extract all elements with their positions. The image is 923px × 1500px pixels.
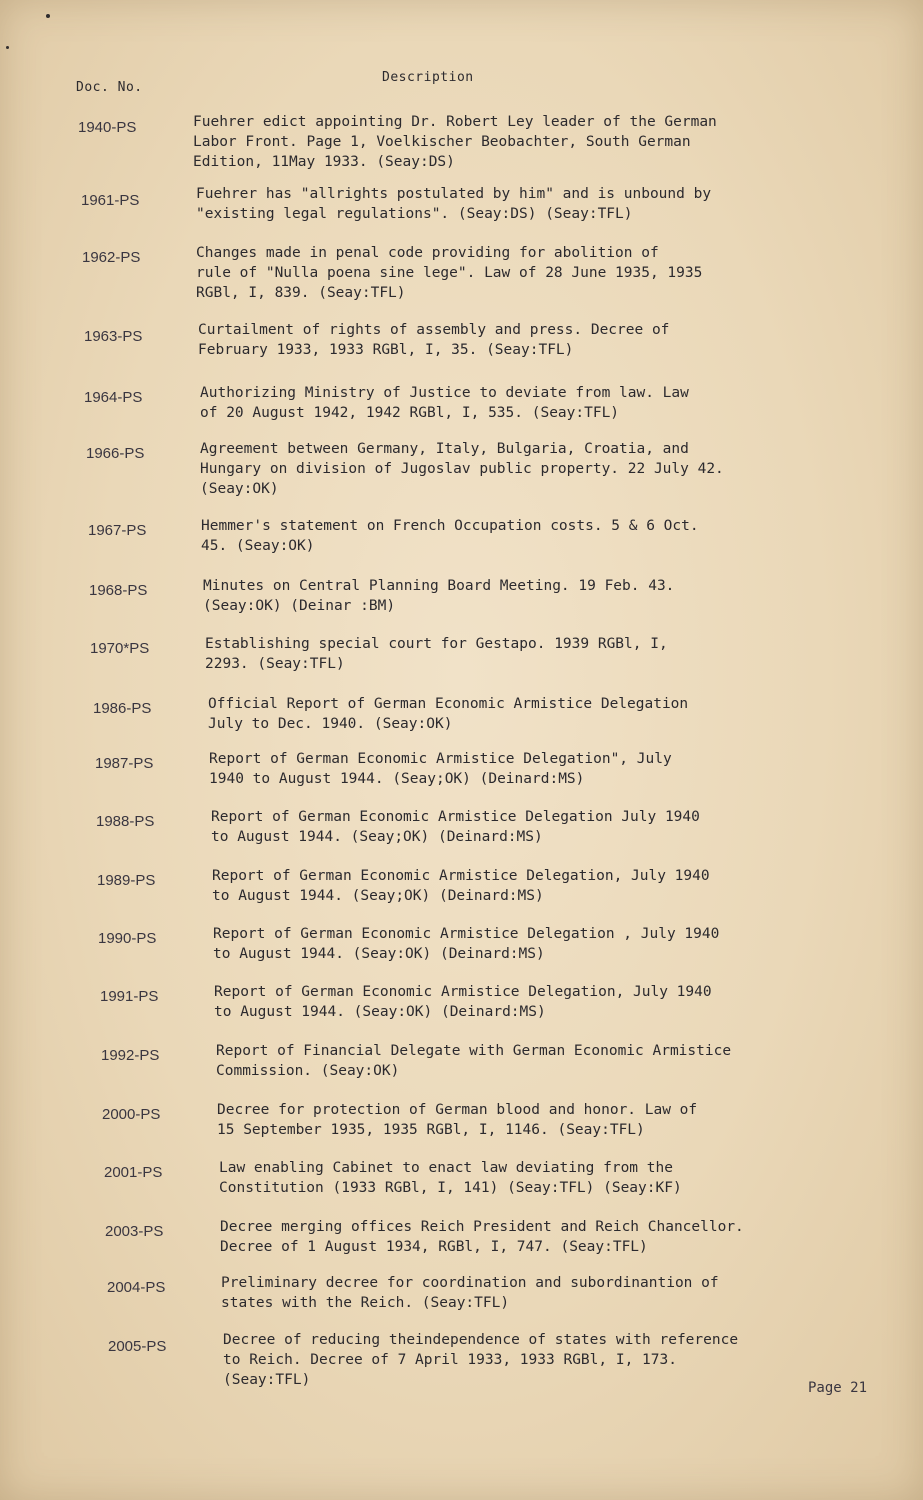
doc-number: 1962-PS bbox=[82, 249, 141, 266]
description-column-header: Description bbox=[382, 70, 474, 85]
doc-number: 1940-PS bbox=[78, 119, 137, 136]
doc-description: Report of German Economic Armistice Delegation", July 1940 to August 1944. (Seay;OK) (Deinard:MS) bbox=[209, 751, 672, 787]
doc-number: 2003-PS bbox=[105, 1223, 164, 1240]
doc-description: Report of German Economic Armistice Delegation, July 1940 to August 1944. (Seay:OK) (Deinard:MS) bbox=[214, 984, 712, 1020]
doc-description: Report of German Economic Armistice Delegation , July 1940 to August 1944. (Seay:OK) (Deinard:MS) bbox=[213, 926, 720, 962]
doc-number: 1986-PS bbox=[93, 700, 152, 717]
doc-number: 2004-PS bbox=[107, 1279, 166, 1296]
doc-description: Establishing special court for Gestapo. 1939 RGBl, I, 2293. (Seay:TFL) bbox=[205, 636, 668, 672]
doc-description: Minutes on Central Planning Board Meeting. 19 Feb. 43. (Seay:OK) (Deinar :BM) bbox=[203, 578, 675, 614]
page-number: Page 21 bbox=[808, 1380, 868, 1396]
doc-number: 1968-PS bbox=[89, 582, 148, 599]
doc-number: 1987-PS bbox=[95, 755, 154, 772]
doc-description: Decree of reducing theindependence of states with reference to Reich. Decree of 7 April 1933, 1933 RGBl, I, 173. (Seay:TFL) bbox=[223, 1332, 739, 1388]
doc-description: Fuehrer edict appointing Dr. Robert Ley leader of the German Labor Front. Page 1, Voelkischer Beobachter, South German Edition, 11May 1933. (Seay:DS) bbox=[193, 114, 717, 170]
doc-number: 1991-PS bbox=[100, 988, 159, 1005]
doc-number: 1990-PS bbox=[98, 930, 157, 947]
doc-number: 1966-PS bbox=[86, 445, 145, 462]
doc-number: 1961-PS bbox=[81, 192, 140, 209]
doc-description: Changes made in penal code providing for abolition of rule of "Nulla poena sine lege". Law of 28 June 1935, 1935 RGBl, I, 839. (Seay:TFL) bbox=[196, 245, 703, 301]
doc-number: 2000-PS bbox=[102, 1106, 161, 1123]
doc-number: 1964-PS bbox=[84, 389, 143, 406]
ink-speck bbox=[6, 46, 9, 49]
doc-description: Official Report of German Economic Armistice Delegation July to Dec. 1940. (Seay:OK) bbox=[208, 696, 689, 732]
doc-description: Report of German Economic Armistice Delegation July 1940 to August 1944. (Seay;OK) (Deinard:MS) bbox=[211, 809, 700, 845]
doc-description: Curtailment of rights of assembly and press. Decree of February 1933, 1933 RGBl, I, 35. (Seay:TFL) bbox=[198, 322, 670, 358]
doc-description: Authorizing Ministry of Justice to deviate from law. Law of 20 August 1942, 1942 RGBl, I, 535. (Seay:TFL) bbox=[200, 385, 689, 421]
doc-number: 1970*PS bbox=[90, 640, 150, 657]
doc-description: Decree for protection of German blood and honor. Law of 15 September 1935, 1935 RGBl, I, 1146. (Seay:TFL) bbox=[217, 1102, 698, 1138]
doc-description: Law enabling Cabinet to enact law deviating from the Constitution (1933 RGBl, I, 141) (Seay:TFL) (Seay:KF) bbox=[219, 1160, 682, 1196]
doc-number: 2005-PS bbox=[108, 1338, 167, 1355]
doc-number: 1988-PS bbox=[96, 813, 155, 830]
doc-description: Agreement between Germany, Italy, Bulgaria, Croatia, and Hungary on division of Jugoslav public property. 22 July 42. (Seay:OK) bbox=[200, 441, 724, 497]
doc-description: Decree merging offices Reich President and Reich Chancellor. Decree of 1 August 1934, RGBl, I, 747. (Seay:TFL) bbox=[220, 1219, 744, 1255]
doc-description: Fuehrer has "allrights postulated by him" and is unbound by "existing legal regulations". (Seay:DS) (Seay:TFL) bbox=[196, 186, 712, 222]
doc-number: 2001-PS bbox=[104, 1164, 163, 1181]
doc-description: Preliminary decree for coordination and subordinantion of states with the Reich. (Seay:TFL) bbox=[221, 1275, 719, 1311]
doc-no-column-header: Doc. No. bbox=[76, 80, 143, 95]
doc-number: 1963-PS bbox=[84, 328, 143, 345]
doc-description: Report of German Economic Armistice Delegation, July 1940 to August 1944. (Seay;OK) (Deinard:MS) bbox=[212, 868, 710, 904]
doc-description: Report of Financial Delegate with German Economic Armistice Commission. (Seay:OK) bbox=[216, 1043, 732, 1079]
ink-speck bbox=[46, 14, 50, 18]
doc-number: 1989-PS bbox=[97, 872, 156, 889]
doc-description: Hemmer's statement on French Occupation costs. 5 & 6 Oct. 45. (Seay:OK) bbox=[201, 518, 699, 554]
doc-number: 1967-PS bbox=[88, 522, 147, 539]
doc-number: 1992-PS bbox=[101, 1047, 160, 1064]
